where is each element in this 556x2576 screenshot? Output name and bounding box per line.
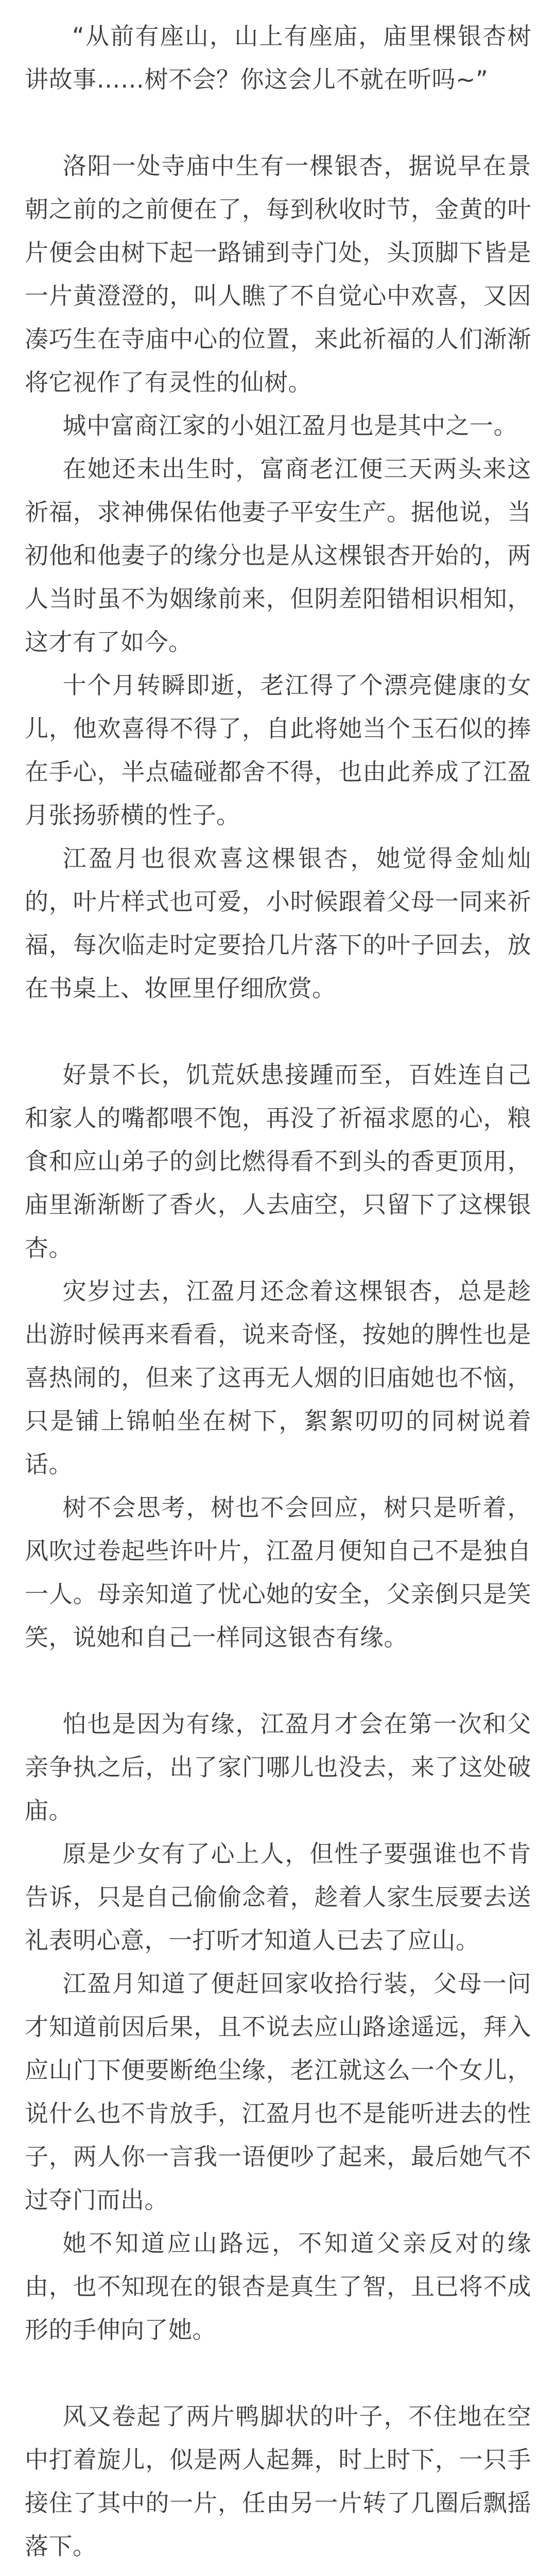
opening-quote: “从前有座山，山上有座庙，庙里棵银杏树讲故事……树不会？你这会儿不就在听吗~” bbox=[25, 22, 531, 93]
paragraph-return-home bbox=[25, 2568, 531, 2576]
paragraph-leaves-home: 江盈月知道了便赶回家收拾行装，父母一问才知道前因后果，且不说去应山路途遥远，拜入应山门下便要断绝尘缘，老江就这么一个女儿，说什么也不肯放手，江盈月也不是能听进去的性子，两人你一言我一语便吵了起来，最后她气不过夺门而出。 bbox=[25, 1970, 531, 2214]
paragraph-unknowing: 她不知道应山路远，不知道父亲反对的缘由，也不知现在的银杏是真生了智，且已将不成形的手伸向了她。 bbox=[25, 2229, 531, 2344]
paragraph-ginkgo-intro: 洛阳一处寺庙中生有一棵银杏，据说早在景朝之前的之前便在了，每到秋收时节，金黄的叶片便会由树下起一路铺到寺门处，头顶脚下皆是一片黄澄澄的，叫人瞧了不自觉心中欢喜，又因凑巧生在寺庙中心的位置，来此祈福的人们渐渐将它视作了有灵性的仙树。 bbox=[25, 152, 531, 396]
paragraph-quarrel: 怕也是因为有缘，江盈月才会在第一次和父亲争执之后，出了家门哪儿也没去，来了这处破庙。 bbox=[25, 1710, 531, 1824]
paragraph-after-disaster: 灾岁过去，江盈月还念着这棵银杏，总是趁出游时候再来看看，说来奇怪，按她的脾性也是喜热闹的，但来了这再无人烟的旧庙她也不恼，只是铺上锦帕坐在树下，絮絮叨叨的同树说着话。 bbox=[25, 1277, 531, 1478]
paragraph-leaves-dance: 风又卷起了两片鸭脚状的叶子，不住地在空中打着旋儿，似是两人起舞，时上时下，一只手接住了其中的一片，任由另一片转了几圈后飘摇落下。 bbox=[25, 2402, 531, 2560]
paragraph-spacer bbox=[25, 1659, 531, 1702]
paragraph-spacer bbox=[25, 101, 531, 144]
paragraph-loves-ginkgo: 江盈月也很欢喜这棵银杏，她觉得金灿灿的，叶片样式也可爱，小时候跟着父母一同来祈福，每次临走时定要拾几片落下的叶子回去，放在书桌上、妆匣里仔细欣赏。 bbox=[25, 844, 531, 1002]
paragraph-daughter-born: 十个月转瞬即逝，老江得了个漂亮健康的女儿，他欢喜得不得了，自此将她当个玉石似的捧在手心，半点磕碰都舍不得，也由此养成了江盈月张扬骄横的性子。 bbox=[25, 671, 531, 829]
paragraph-praying-father: 在她还未出生时，富商老江便三天两头来这祈福，求神佛保佑他妻子平安生产。据他说，当初他和他妻子的缘分也是从这棵银杏开始的，两人当时虽不为姻缘前来，但阴差阳错相识相知，这才有了如今。 bbox=[25, 455, 531, 656]
story-article bbox=[25, 14, 531, 2576]
paragraph-famine: 好景不长，饥荒妖患接踵而至，百姓连自己和家人的嘴都喂不饱，再没了祈福求愿的心，粮食和应山弟子的剑比燃得看不到头的香更顶用，庙里渐渐断了香火，人去庙空，只留下了这棵银杏。 bbox=[25, 1061, 531, 1262]
paragraph-spacer bbox=[25, 2351, 531, 2395]
paragraph-tree-listens: 树不会思考，树也不会回应，树只是听着，风吹过卷起些许叶片，江盈月便知自己不是独自一人。母亲知道了忧心她的安全，父亲倒只是笑笑，说她和自己一样同这银杏有缘。 bbox=[25, 1494, 531, 1651]
paragraph-spacer bbox=[25, 1010, 531, 1053]
paragraph-secret-love: 原是少女有了心上人，但性子要强谁也不肯告诉，只是自己偷偷念着，趁着人家生辰要去送礼表明心意，一打听才知道人已去了应山。 bbox=[25, 1840, 531, 1954]
paragraph-jiang-family: 城中富商江家的小姐江盈月也是其中之一。 bbox=[62, 412, 518, 439]
